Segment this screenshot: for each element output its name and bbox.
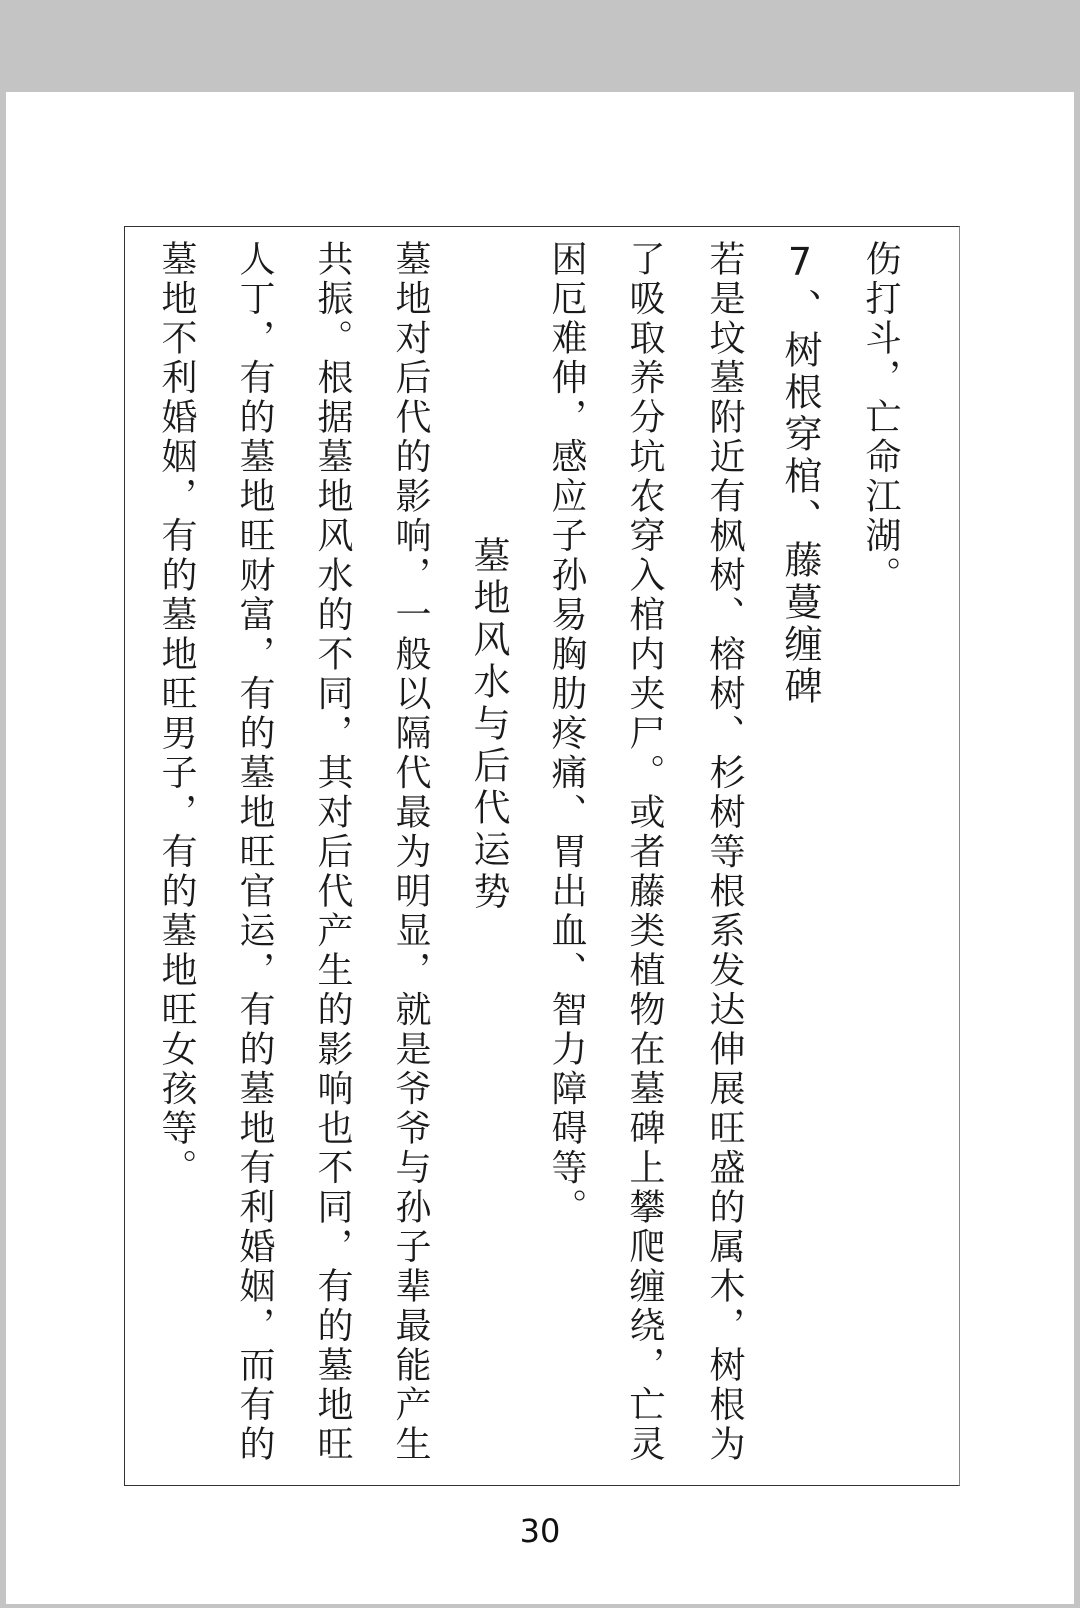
text-column-10: 墓地不利婚姻，有的墓地旺男子，有的墓地旺女孩等。 (156, 240, 197, 1188)
text-column-5: 困厄难伸，感应子孙易胸肋疼痛、胃出血、智力障碍等。 (546, 240, 587, 1228)
text-column-1: 伤打斗，亡命江湖。 (860, 240, 901, 596)
section-heading: 7、树根穿棺、藤蔓缠碑 (778, 240, 822, 708)
document-page (6, 92, 1074, 1604)
text-column-4: 了吸取养分坑农穿入棺内夹尸。或者藤类植物在墓碑上攀爬缠绕，亡灵 (624, 240, 665, 1465)
chapter-title: 墓地风水与后代运势 (467, 536, 510, 914)
text-column-7: 墓地对后代的影响，一般以隔代最为明显，就是爷爷与孙子辈最能产生 (390, 240, 431, 1465)
page-number: 30 (519, 1512, 561, 1550)
text-column-3: 若是坟墓附近有枫树、榕树、杉树等根系发达伸展旺盛的属木，树根为 (704, 240, 745, 1465)
text-column-8: 共振。根据墓地风水的不同，其对后代产生的影响也不同，有的墓地旺 (312, 240, 353, 1465)
text-column-9: 人丁，有的墓地旺财富，有的墓地旺官运，有的墓地有利婚姻，而有的 (234, 240, 275, 1465)
